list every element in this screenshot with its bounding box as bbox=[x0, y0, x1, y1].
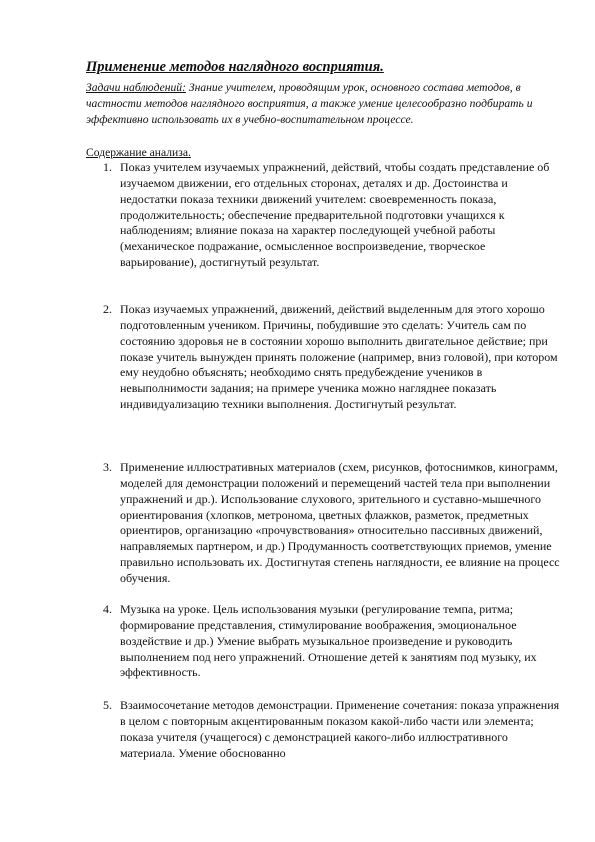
content-label: Содержание анализа. bbox=[86, 146, 191, 159]
tasks-paragraph bbox=[86, 80, 556, 127]
list-item-text: Музыка на уроке. Цель использования музыки (регулирование темпа, ритма; формирование представления, стимулирование воображения, эмоциональное воздействие и др.) Умение выбрать музыкальное произведение и руководить выполнением под него упражнений. Отношение детей к занятиям под музыку, их эффективность. bbox=[120, 602, 537, 680]
list-item-text: Взаимосочетание методов демонстрации. Применение сочетания: показа упражнения в целом с повторным акцентированным показом какой-либо части или элемента; показа учителя (учащегося) с демонстрацией какого-либо иллюстративного материала. Умение обоснованно bbox=[120, 698, 560, 760]
tasks-label: Задачи наблюдений: bbox=[86, 81, 186, 94]
list-item-number: 1. bbox=[103, 160, 112, 174]
list-item-number: 4. bbox=[103, 602, 112, 616]
list-item-number: 5. bbox=[103, 698, 112, 712]
list-item-number: 3. bbox=[103, 460, 112, 474]
page-title: Применение методов наглядного восприятия. bbox=[86, 59, 384, 75]
list-item-text: Показ изучаемых упражнений, движений, действий выделенным для этого хорошо подготовленным учеником. Причины, побудившие это сделать: Учитель сам по состоянию здоровья не в состоянии хорошо выполнить двигательное действие; при показе учитель вынужден принять положение (например, вниз головой), при котором ему неудобно объяснять; необходимо снять предубеждение учеников в невыполнимости задания; на примере ученика можно нагляднее показать индивидуализацию техники выполнения. Достигнутый результат. bbox=[120, 302, 558, 412]
tasks-text: Знание учителем, проводящим урок, основного состава методов, в частности методов наглядного восприятия, а также умение целесообразно подбирать и эффективно использовать их в учебно-воспитательном процессе. bbox=[86, 81, 533, 126]
list-item-text: Применение иллюстративных материалов (схем, рисунков, фотоснимков, кинограмм, моделей для демонстрации положений и перемещений частей тела при выполнении упражнений и др.). Использование слухового, зрительного и суставно-мышечного ориентирования (хлопков, метронома, цветных флажков, разметок, предметных ориентиров, организацию «прочувствования» относительно пассивных движений, направляемых партнером, и др.) Продуманность соответствующих приемов, умение правильно использовать их. Достигнутая степень наглядности, ее влияние на процесс обучения. bbox=[120, 460, 560, 585]
list-item-number: 2. bbox=[103, 302, 112, 316]
list-item-text: Показ учителем изучаемых упражнений, действий, чтобы создать представление об изучаемом движении, его отдельных сторонах, деталях и др. Достоинства и недостатки показа техники движений учителем: своевременность показа, продолжительность; обеспечение предварительной подготовки учащихся к наблюдениям; влияние показа на характер последующей учебной работы (механическое подражание, осмысленное воспроизведение, творческое варьирование), достигнутый результат. bbox=[120, 160, 550, 270]
